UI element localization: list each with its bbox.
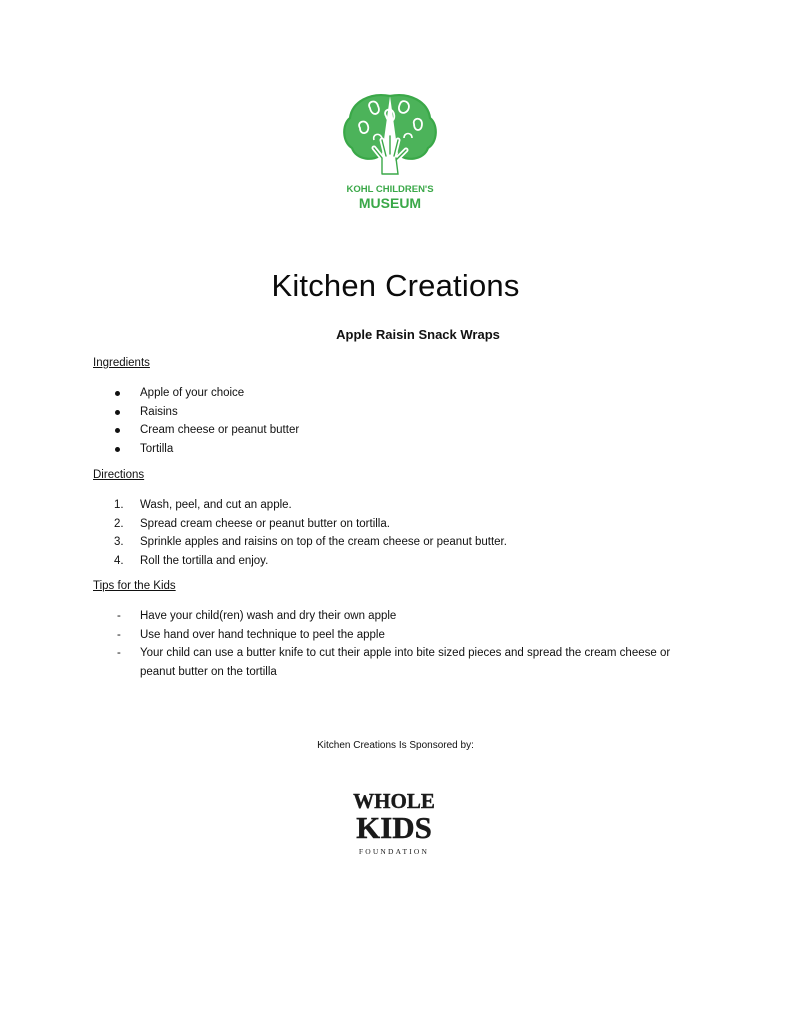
step-text: Roll the tortilla and enjoy. bbox=[140, 555, 269, 568]
tree-hand-icon bbox=[330, 88, 450, 218]
museum-logo-line1: KOHL CHILDREN'S bbox=[346, 184, 434, 195]
list-item bbox=[93, 644, 678, 681]
whole-kids-logo-icon bbox=[348, 786, 440, 858]
step-number: 2. bbox=[114, 517, 124, 530]
logo-word-foundation: FOUNDATION bbox=[358, 847, 430, 856]
list-item bbox=[93, 515, 693, 534]
list-item bbox=[93, 496, 693, 515]
step-number: 4. bbox=[114, 555, 124, 568]
whole-kids-foundation-logo bbox=[348, 786, 440, 858]
sponsor-label: Kitchen Creations Is Sponsored by: bbox=[317, 740, 474, 751]
bullet-icon bbox=[115, 391, 120, 396]
ingredient-text: Tortilla bbox=[140, 443, 174, 456]
logo-word-whole: WHOLE bbox=[353, 789, 435, 813]
list-item bbox=[93, 440, 693, 459]
bullet-icon bbox=[115, 410, 120, 415]
step-text: Sprinkle apples and raisins on top of the cream cheese or peanut butter. bbox=[140, 536, 507, 549]
list-item bbox=[93, 384, 693, 403]
recipe-name: Apple Raisin Snack Wraps bbox=[336, 327, 500, 342]
tip-text: Use hand over hand technique to peel the apple bbox=[140, 628, 385, 641]
step-number: 1. bbox=[114, 499, 124, 511]
step-text: Wash, peel, and cut an apple. bbox=[140, 499, 292, 511]
tip-text: Your child can use a butter knife to cut their apple into bite sized pieces and spread the cream cheese or peanut butter on the tortilla bbox=[140, 647, 671, 679]
page-title: Kitchen Creations bbox=[271, 268, 520, 303]
bullet-icon bbox=[115, 428, 120, 433]
dash-marker: - bbox=[117, 628, 121, 641]
list-item bbox=[93, 421, 693, 440]
ingredients-list bbox=[93, 384, 693, 459]
list-item bbox=[93, 403, 693, 422]
list-item bbox=[93, 552, 693, 571]
list-item bbox=[93, 607, 678, 626]
ingredients-heading: Ingredients bbox=[93, 357, 150, 369]
kohl-childrens-museum-logo bbox=[330, 88, 450, 218]
ingredient-text: Raisins bbox=[140, 405, 178, 418]
list-item bbox=[93, 626, 678, 645]
ingredient-text: Apple of your choice bbox=[140, 387, 245, 399]
step-text: Spread cream cheese or peanut butter on tortilla. bbox=[140, 517, 390, 530]
logo-word-kids: KIDS bbox=[356, 810, 432, 845]
directions-list bbox=[93, 496, 693, 571]
ingredient-text: Cream cheese or peanut butter bbox=[140, 424, 300, 437]
museum-logo-line2: MUSEUM bbox=[358, 195, 422, 211]
tip-text: Have your child(ren) wash and dry their own apple bbox=[140, 610, 397, 622]
tips-list bbox=[93, 607, 678, 682]
bullet-icon bbox=[115, 447, 120, 452]
directions-heading: Directions bbox=[93, 469, 145, 481]
dash-marker: - bbox=[117, 647, 121, 660]
tips-heading: Tips for the Kids bbox=[93, 580, 176, 592]
dash-marker: - bbox=[117, 610, 121, 622]
step-number: 3. bbox=[114, 536, 124, 549]
list-item bbox=[93, 533, 693, 552]
